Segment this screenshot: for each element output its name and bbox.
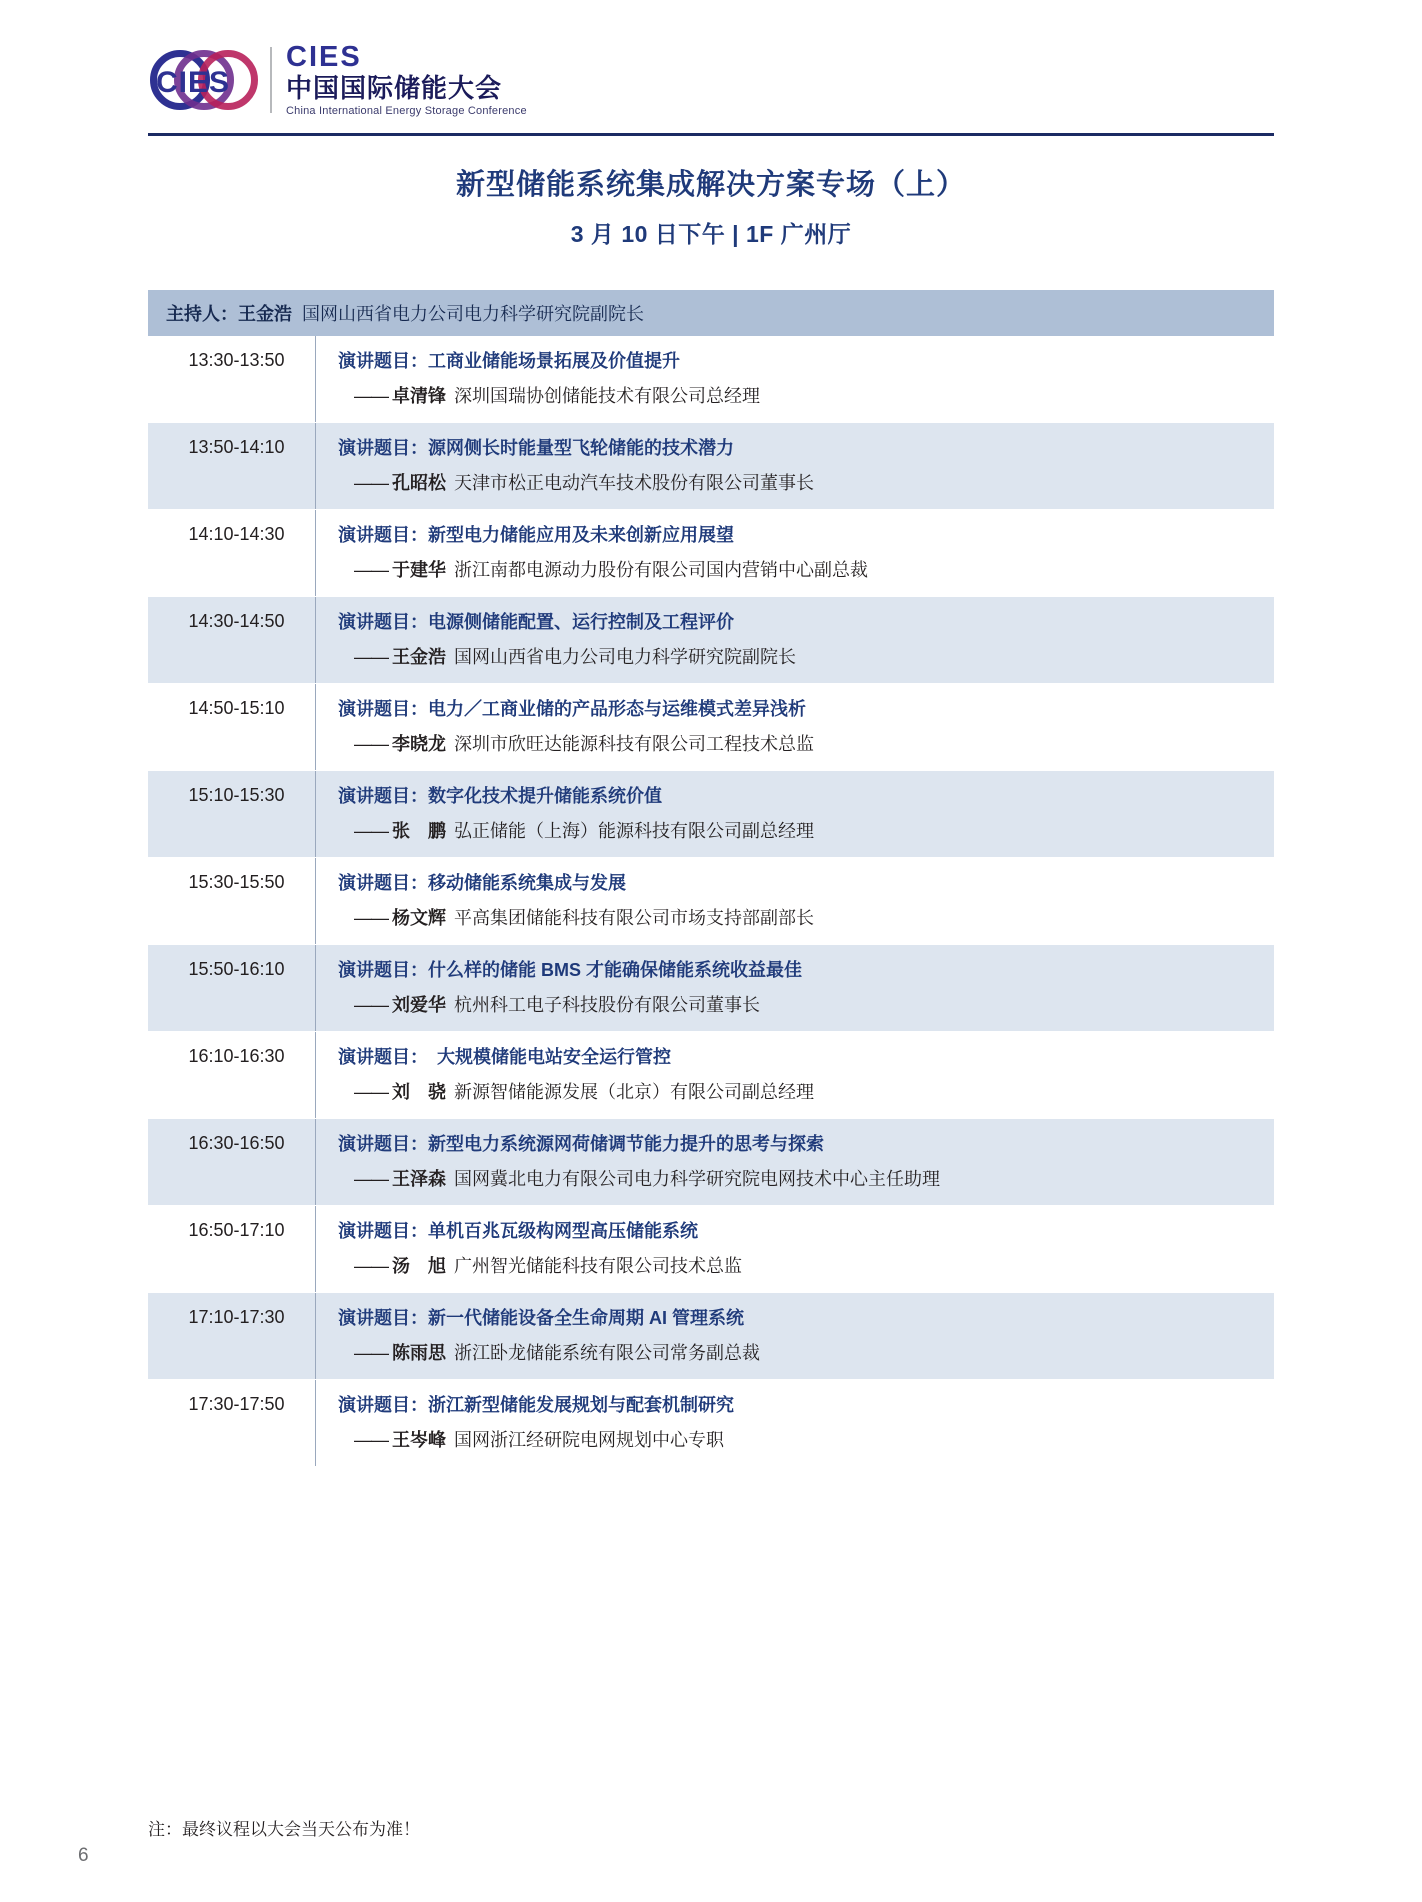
- session-time: 17:30-17:50: [148, 1380, 316, 1466]
- speaker-name: 李晓龙: [392, 734, 446, 754]
- session-topic: [338, 435, 1258, 462]
- session-topic: [338, 522, 1258, 549]
- speaker-name: 王泽森: [392, 1169, 446, 1189]
- topic-label: 演讲题目：: [338, 873, 428, 893]
- topic-label: 演讲题目：: [338, 351, 428, 371]
- header-divider: [148, 133, 1274, 136]
- session-time: 13:30-13:50: [148, 336, 316, 422]
- topic-label: 演讲题目：: [338, 786, 428, 806]
- page-number: 6: [78, 1845, 89, 1866]
- session-body: [316, 858, 1274, 944]
- host-org: 国网山西省电力公司电力科学研究院副院长: [302, 304, 644, 324]
- session-speaker: [338, 383, 1258, 410]
- session-topic: [338, 696, 1258, 723]
- session-body: [316, 771, 1274, 857]
- table-row: [148, 1206, 1274, 1293]
- topic-text: 新型电力储能应用及未来创新应用展望: [428, 525, 734, 545]
- speaker-org: 深圳市欣旺达能源科技有限公司工程技术总监: [454, 734, 814, 754]
- topic-text: 什么样的储能 BMS 才能确保储能系统收益最佳: [428, 960, 802, 980]
- speaker-org: 深圳国瑞协创储能技术有限公司总经理: [454, 386, 760, 406]
- topic-text: 新型电力系统源网荷储调节能力提升的思考与探索: [428, 1134, 824, 1154]
- session-time: 14:10-14:30: [148, 510, 316, 596]
- session-body: [316, 423, 1274, 509]
- dash-mark: ——: [354, 1169, 388, 1189]
- session-body: [316, 1119, 1274, 1205]
- topic-label: 演讲题目：: [338, 1308, 428, 1328]
- session-topic: [338, 957, 1258, 984]
- table-row: [148, 771, 1274, 858]
- logo-wordmark-english: China International Energy Storage Conference: [286, 105, 527, 118]
- speaker-org: 浙江卧龙储能系统有限公司常务副总裁: [454, 1343, 760, 1363]
- table-row: [148, 1119, 1274, 1206]
- speaker-org: 浙江南都电源动力股份有限公司国内营销中心副总裁: [454, 560, 868, 580]
- topic-text: 新一代储能设备全生命周期 AI 管理系统: [428, 1308, 745, 1328]
- session-time: 15:10-15:30: [148, 771, 316, 857]
- session-body: [316, 1032, 1274, 1118]
- table-row: [148, 336, 1274, 423]
- session-body: [316, 336, 1274, 422]
- logo-mark-text: CIES: [156, 65, 231, 99]
- speaker-name: 杨文辉: [392, 908, 446, 928]
- page-subtitle: 3 月 10 日下午 | 1F 广州厅: [570, 221, 852, 247]
- speaker-org: 新源智储能源发展（北京）有限公司副总经理: [454, 1082, 814, 1102]
- topic-label: 演讲题目：: [338, 1047, 419, 1067]
- session-topic: [338, 1392, 1258, 1419]
- topic-text: 移动储能系统集成与发展: [428, 873, 626, 893]
- logo-wordmark: [286, 42, 527, 117]
- session-body: [316, 597, 1274, 683]
- topic-text: 电力／工商业储的产品形态与运维模式差异浅析: [428, 699, 806, 719]
- dash-mark: ——: [354, 1256, 388, 1276]
- dash-mark: ——: [354, 1082, 388, 1102]
- speaker-name: 刘 骁: [392, 1082, 446, 1102]
- session-speaker: [338, 470, 1258, 497]
- session-topic: [338, 1131, 1258, 1158]
- speaker-org: 国网冀北电力有限公司电力科学研究院电网技术中心主任助理: [454, 1169, 940, 1189]
- cies-rings-icon: [148, 46, 256, 114]
- page-title: 新型储能系统集成解决方案专场（上）: [455, 169, 966, 201]
- agenda-table: [148, 290, 1274, 1467]
- topic-label: 演讲题目：: [338, 960, 428, 980]
- session-speaker: [338, 1427, 1258, 1454]
- dash-mark: ——: [354, 734, 388, 754]
- topic-text: 电源侧储能配置、运行控制及工程评价: [428, 612, 734, 632]
- table-row: [148, 423, 1274, 510]
- session-body: [316, 1206, 1274, 1292]
- topic-text: 浙江新型储能发展规划与配套机制研究: [428, 1395, 734, 1415]
- topic-label: 演讲题目：: [338, 1395, 428, 1415]
- topic-text: 大规模储能电站安全运行管控: [419, 1047, 671, 1067]
- session-body: [316, 945, 1274, 1031]
- session-time: 17:10-17:30: [148, 1293, 316, 1379]
- logo-divider: [270, 47, 272, 113]
- session-time: 16:10-16:30: [148, 1032, 316, 1118]
- logo-block: [148, 42, 527, 117]
- session-speaker: [338, 1079, 1258, 1106]
- logo-wordmark-latin: CIES: [286, 41, 362, 73]
- session-body: [316, 510, 1274, 596]
- speaker-org: 广州智光储能科技有限公司技术总监: [454, 1256, 742, 1276]
- footer-note: 注：最终议程以大会当天公布为准！: [148, 1820, 420, 1839]
- session-time: 14:50-15:10: [148, 684, 316, 770]
- speaker-name: 汤 旭: [392, 1256, 446, 1276]
- session-speaker: [338, 1253, 1258, 1280]
- table-row: [148, 858, 1274, 945]
- session-speaker: [338, 557, 1258, 584]
- session-time: 16:30-16:50: [148, 1119, 316, 1205]
- session-topic: [338, 609, 1258, 636]
- dash-mark: ——: [354, 1343, 388, 1363]
- session-time: 13:50-14:10: [148, 423, 316, 509]
- topic-text: 数字化技术提升储能系统价值: [428, 786, 662, 806]
- session-speaker: [338, 992, 1258, 1019]
- topic-text: 工商业储能场景拓展及价值提升: [428, 351, 680, 371]
- session-topic: [338, 870, 1258, 897]
- topic-text: 源网侧长时能量型飞轮储能的技术潜力: [428, 438, 734, 458]
- session-time: 15:30-15:50: [148, 858, 316, 944]
- dash-mark: ——: [354, 908, 388, 928]
- session-speaker: [338, 1166, 1258, 1193]
- speaker-name: 王岑峰: [392, 1430, 446, 1450]
- session-topic: [338, 1044, 1258, 1071]
- table-row: [148, 510, 1274, 597]
- topic-label: 演讲题目：: [338, 699, 428, 719]
- table-row: [148, 1293, 1274, 1380]
- table-row: [148, 945, 1274, 1032]
- speaker-org: 杭州科工电子科技股份有限公司董事长: [454, 995, 760, 1015]
- dash-mark: ——: [354, 821, 388, 841]
- session-body: [316, 1293, 1274, 1379]
- table-row: [148, 597, 1274, 684]
- session-topic: [338, 783, 1258, 810]
- dash-mark: ——: [354, 473, 388, 493]
- topic-text: 单机百兆瓦级构网型高压储能系统: [428, 1221, 698, 1241]
- host-name: 王金浩: [238, 304, 292, 324]
- speaker-org: 平高集团储能科技有限公司市场支持部副部长: [454, 908, 814, 928]
- speaker-name: 陈雨思: [392, 1343, 446, 1363]
- speaker-name: 张 鹏: [392, 821, 446, 841]
- dash-mark: ——: [354, 995, 388, 1015]
- topic-label: 演讲题目：: [338, 525, 428, 545]
- session-speaker: [338, 731, 1258, 758]
- session-speaker: [338, 818, 1258, 845]
- session-speaker: [338, 1340, 1258, 1367]
- session-time: 14:30-14:50: [148, 597, 316, 683]
- host-label: 主持人：: [166, 304, 238, 324]
- speaker-name: 卓清锋: [392, 386, 446, 406]
- session-time: 15:50-16:10: [148, 945, 316, 1031]
- host-row: [148, 290, 1274, 336]
- table-row: [148, 684, 1274, 771]
- topic-label: 演讲题目：: [338, 1134, 428, 1154]
- speaker-name: 于建华: [392, 560, 446, 580]
- session-speaker: [338, 644, 1258, 671]
- topic-label: 演讲题目：: [338, 612, 428, 632]
- conference-logo: [148, 42, 1274, 132]
- speaker-org: 国网浙江经研院电网规划中心专职: [454, 1430, 724, 1450]
- session-topic: [338, 1305, 1258, 1332]
- speaker-org: 弘正储能（上海）能源科技有限公司副总经理: [454, 821, 814, 841]
- session-time: 16:50-17:10: [148, 1206, 316, 1292]
- session-body: [316, 1380, 1274, 1466]
- logo-wordmark-chinese: 中国国际储能大会: [286, 73, 503, 104]
- speaker-name: 王金浩: [392, 647, 446, 667]
- session-speaker: [338, 905, 1258, 932]
- speaker-org: 国网山西省电力公司电力科学研究院副院长: [454, 647, 796, 667]
- session-body: [316, 684, 1274, 770]
- session-topic: [338, 1218, 1258, 1245]
- speaker-name: 刘爱华: [392, 995, 446, 1015]
- dash-mark: ——: [354, 1430, 388, 1450]
- dash-mark: ——: [354, 647, 388, 667]
- speaker-name: 孔昭松: [392, 473, 446, 493]
- speaker-org: 天津市松正电动汽车技术股份有限公司董事长: [454, 473, 814, 493]
- topic-label: 演讲题目：: [338, 438, 428, 458]
- table-row: [148, 1380, 1274, 1467]
- table-row: [148, 1032, 1274, 1119]
- topic-label: 演讲题目：: [338, 1221, 428, 1241]
- dash-mark: ——: [354, 386, 388, 406]
- session-topic: [338, 348, 1258, 375]
- dash-mark: ——: [354, 560, 388, 580]
